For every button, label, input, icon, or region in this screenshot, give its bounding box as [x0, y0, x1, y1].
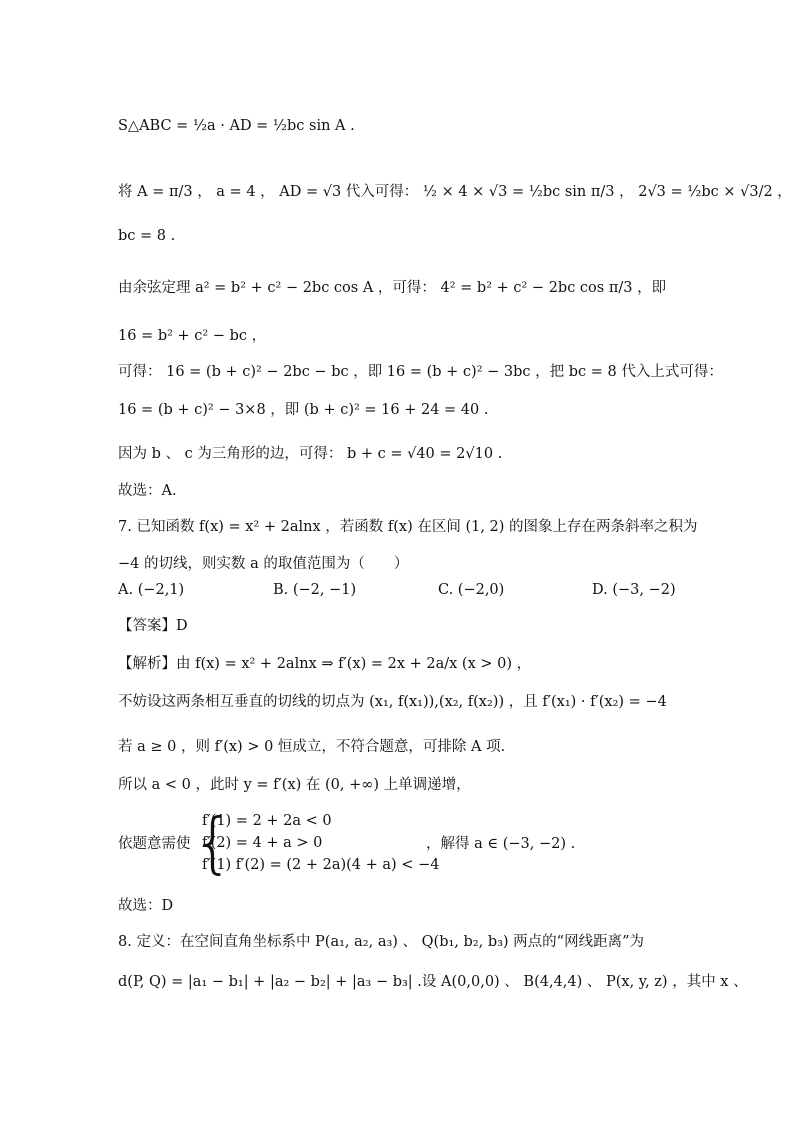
answer-label: 【答案】D: [118, 618, 188, 634]
analysis-line-1: 【解析】由 f(x) = x² + 2alnx ⇒ f′(x) = 2x + 2a/x (x > 0) ，: [118, 656, 532, 672]
equation-line-16: 16 = b² + c² − bc ，: [118, 328, 267, 344]
question-8-line-2: d(P, Q) = |a₁ − b₁| + |a₂ − b₂| + |a₃ − b₃| .设 A(0,0,0) 、 B(4,4,4) 、 P(x, y, z) ，其中 x 、: [118, 974, 748, 990]
system-line-3: f′(1) f′(2) = (2 + 2a)(4 + a) < −4: [202, 857, 440, 873]
system-line-1: f′(1) = 2 + 2a < 0: [202, 813, 332, 829]
question-7-line-2: −4 的切线，则实数 a 的取值范围为（ ）: [118, 556, 409, 572]
question-7-line-1: 7. 已知函数 f(x) = x² + 2alnx ，若函数 f(x) 在区间 (1, 2) 的图象上存在两条斜率之积为: [118, 519, 698, 535]
analysis-line-2: 不妨设这两条相互垂直的切线的切点为 (x₁, f(x₁)),(x₂, f(x₂)) ，且 f′(x₁) · f′(x₂) = −4: [118, 694, 667, 710]
option-c: C. (−2,0): [438, 582, 505, 598]
option-a: A. (−2,1): [118, 582, 185, 598]
bc-result-line: bc = 8 .: [118, 228, 176, 244]
derivation-line: 可得： 16 = (b + c)² − 2bc − bc ，即 16 = (b + c)² − 3bc ，把 bc = 8 代入上式可得：: [118, 364, 723, 380]
system-prefix: 依题意需使: [118, 836, 191, 852]
area-formula-line: S△ABC = ½a · AD = ½bc sin A .: [118, 118, 355, 134]
option-b: B. (−2, −1): [273, 582, 357, 598]
choice-d-line: 故选：D: [118, 898, 174, 914]
analysis-line-3: 若 a ≥ 0 ，则 f′(x) > 0 恒成立，不符合题意，可排除 A 项.: [118, 739, 506, 755]
system-line-2: f′(2) = 4 + a > 0: [202, 835, 323, 851]
system-suffix: ，解得 a ∈ (−3, −2) .: [426, 836, 576, 852]
left-brace: {: [192, 804, 234, 881]
substitution-text-b: ½ × 4 × √3 = ½bc sin π/3 ， 2√3 = ½bc × √3/2 ，: [422, 184, 792, 200]
cosine-law-line: 由余弦定理 a² = b² + c² − 2bc cos A ，可得： 4² = b² + c² − 2bc cos π/3 ，即: [118, 280, 667, 296]
analysis-line-4: 所以 a < 0 ，此时 y = f′(x) 在 (0, +∞) 上单调递增，: [118, 777, 471, 793]
substitution-text-a: 将 A = π/3 ， a = 4 ， AD = √3 代入可得：: [118, 184, 423, 200]
sum-squared-line: 16 = (b + c)² − 3×8 ，即 (b + c)² = 16 + 24 = 40 .: [118, 402, 489, 418]
option-d: D. (−3, −2): [592, 582, 676, 598]
question-8-line-1: 8. 定义：在空间直角坐标系中 P(a₁, a₂, a₃) 、 Q(b₁, b₂, b₃) 两点的“网线距离”为: [118, 934, 645, 950]
choice-a-line: 故选：A.: [118, 483, 177, 499]
conclusion-line: 因为 b 、 c 为三角形的边，可得： b + c = √40 = 2√10 .: [118, 446, 503, 462]
substitution-line: [118, 180, 792, 201]
system-lines: [202, 810, 462, 876]
